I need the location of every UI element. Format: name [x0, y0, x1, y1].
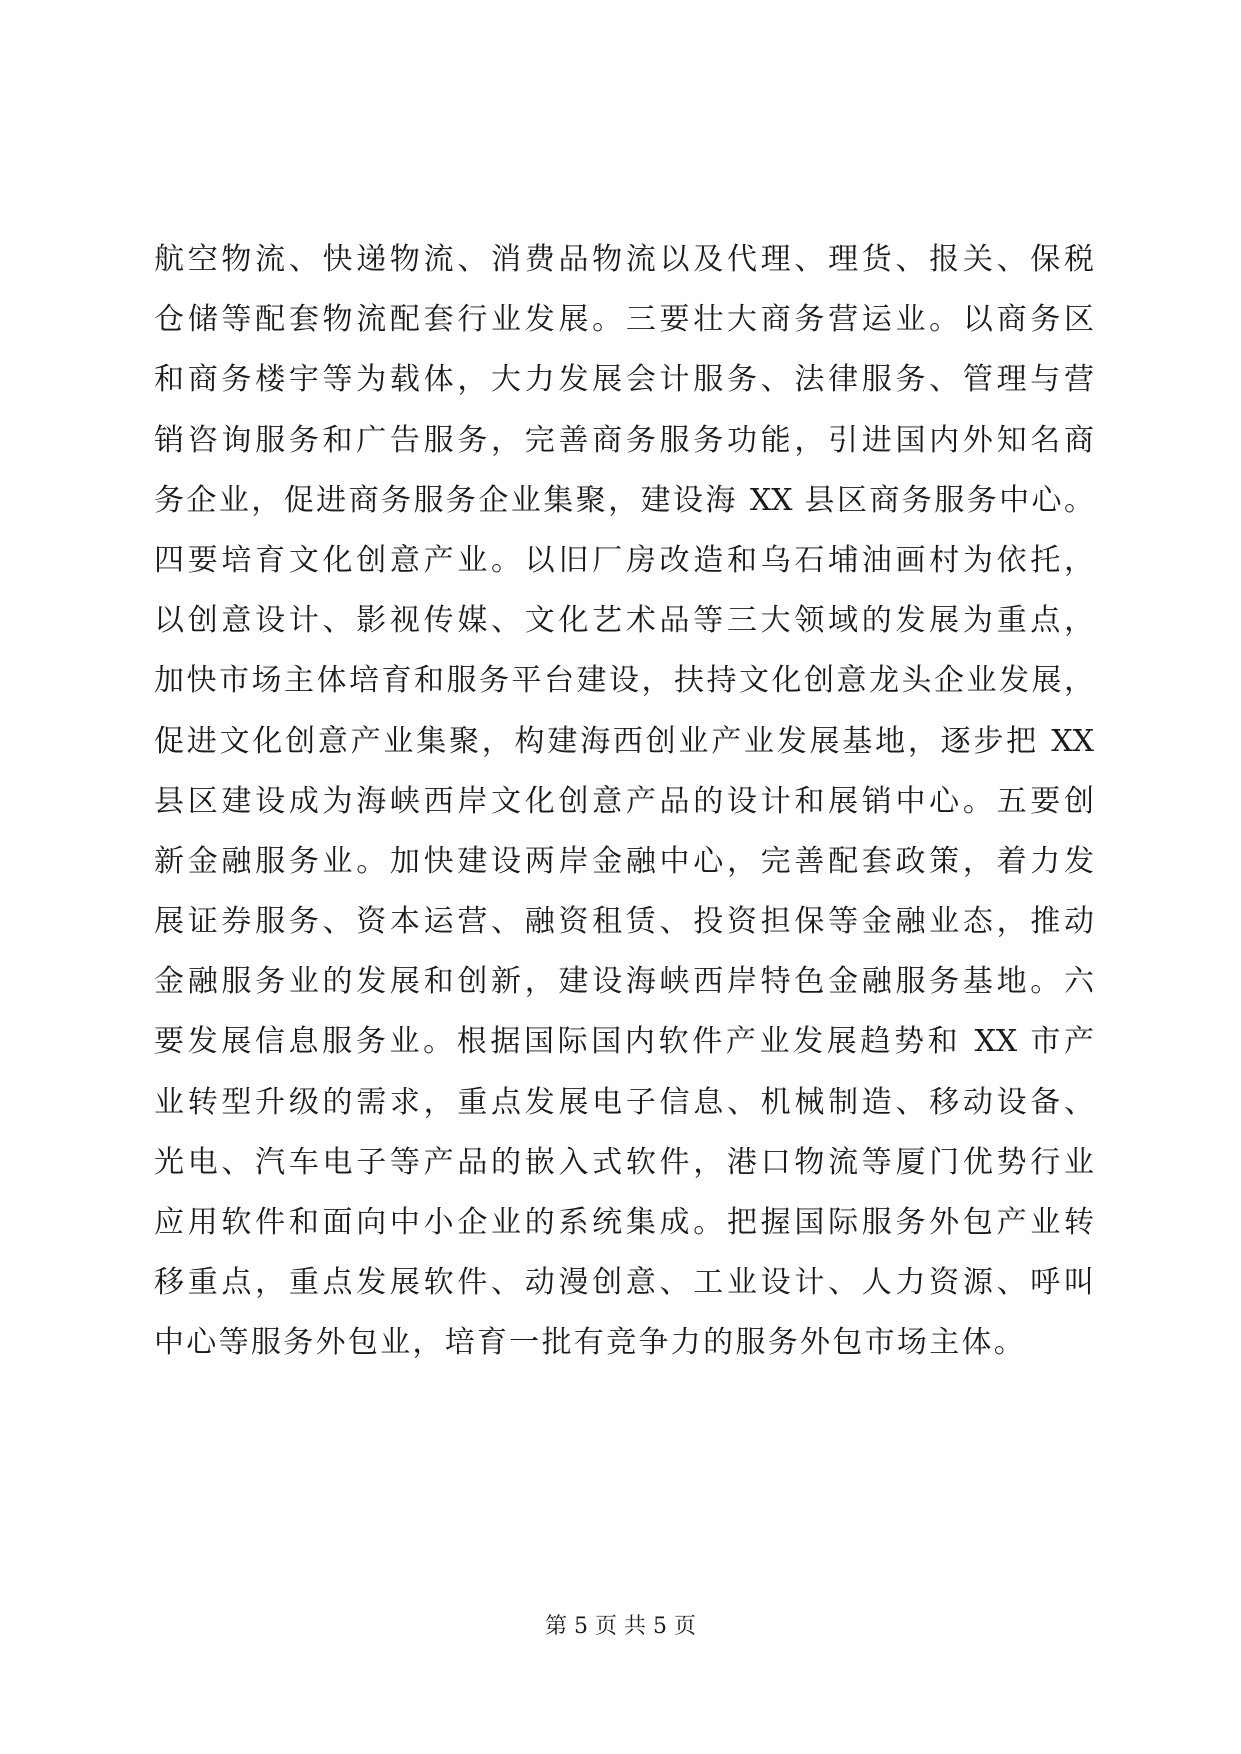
text-line-10: 县区建设成为海峡西岸文化创意产品的设计和展销中心。五要创: [154, 783, 1094, 819]
text-line-12: 展证券服务、资本运营、融资租赁、投资担保等金融业态，推动: [154, 904, 1094, 940]
text-line-14: 要发展信息服务业。根据国际国内软件产业发展趋势和 XX 市产: [154, 1024, 1094, 1060]
text-line-18: 移重点，重点发展软件、动漫创意、工业设计、人力资源、呼叫: [154, 1265, 1094, 1301]
text-line-4: 销咨询服务和广告服务，完善商务服务功能，引进国内外知名商: [154, 422, 1094, 458]
text-line-16: 光电、汽车电子等产品的嵌入式软件，港口物流等厦门优势行业: [154, 1144, 1094, 1180]
text-line-13: 金融服务业的发展和创新，建设海峡西岸特色金融服务基地。六: [154, 964, 1094, 1000]
text-line-8: 加快市场主体培育和服务平台建设，扶持文化创意龙头企业发展，: [154, 663, 1094, 699]
text-line-11: 新金融服务业。加快建设两岸金融中心，完善配套政策，着力发: [154, 843, 1094, 879]
text-line-19: 中心等服务外包业，培育一批有竞争力的服务外包市场主体。: [154, 1325, 1027, 1361]
text-line-7: 以创意设计、影视传媒、文化艺术品等三大领域的发展为重点，: [154, 603, 1094, 639]
text-line-3: 和商务楼宇等为载体，大力发展会计服务、法律服务、管理与营: [154, 362, 1094, 398]
text-line-9: 促进文化创意产业集聚，构建海西创业产业发展基地，逐步把 XX: [154, 723, 1094, 759]
page-number-footer: 第 5 页 共 5 页: [545, 1614, 696, 1639]
text-line-1: 航空物流、快递物流、消费品物流以及代理、理货、报关、保税: [154, 242, 1094, 277]
text-line-15: 业转型升级的需求，重点发展电子信息、机械制造、移动设备、: [154, 1084, 1094, 1120]
text-line-2: 仓储等配套物流配套行业发展。三要壮大商务营运业。以商务区: [154, 302, 1094, 338]
text-line-6: 四要培育文化创意产业。以旧厂房改造和乌石埔油画村为依托，: [154, 542, 1094, 578]
text-line-17: 应用软件和面向中小企业的系统集成。把握国际服务外包产业转: [154, 1205, 1094, 1240]
text-line-5: 务企业，促进商务服务企业集聚，建设海 XX 县区商务服务中心。: [154, 482, 1094, 518]
body-paragraph: [154, 230, 1094, 1374]
